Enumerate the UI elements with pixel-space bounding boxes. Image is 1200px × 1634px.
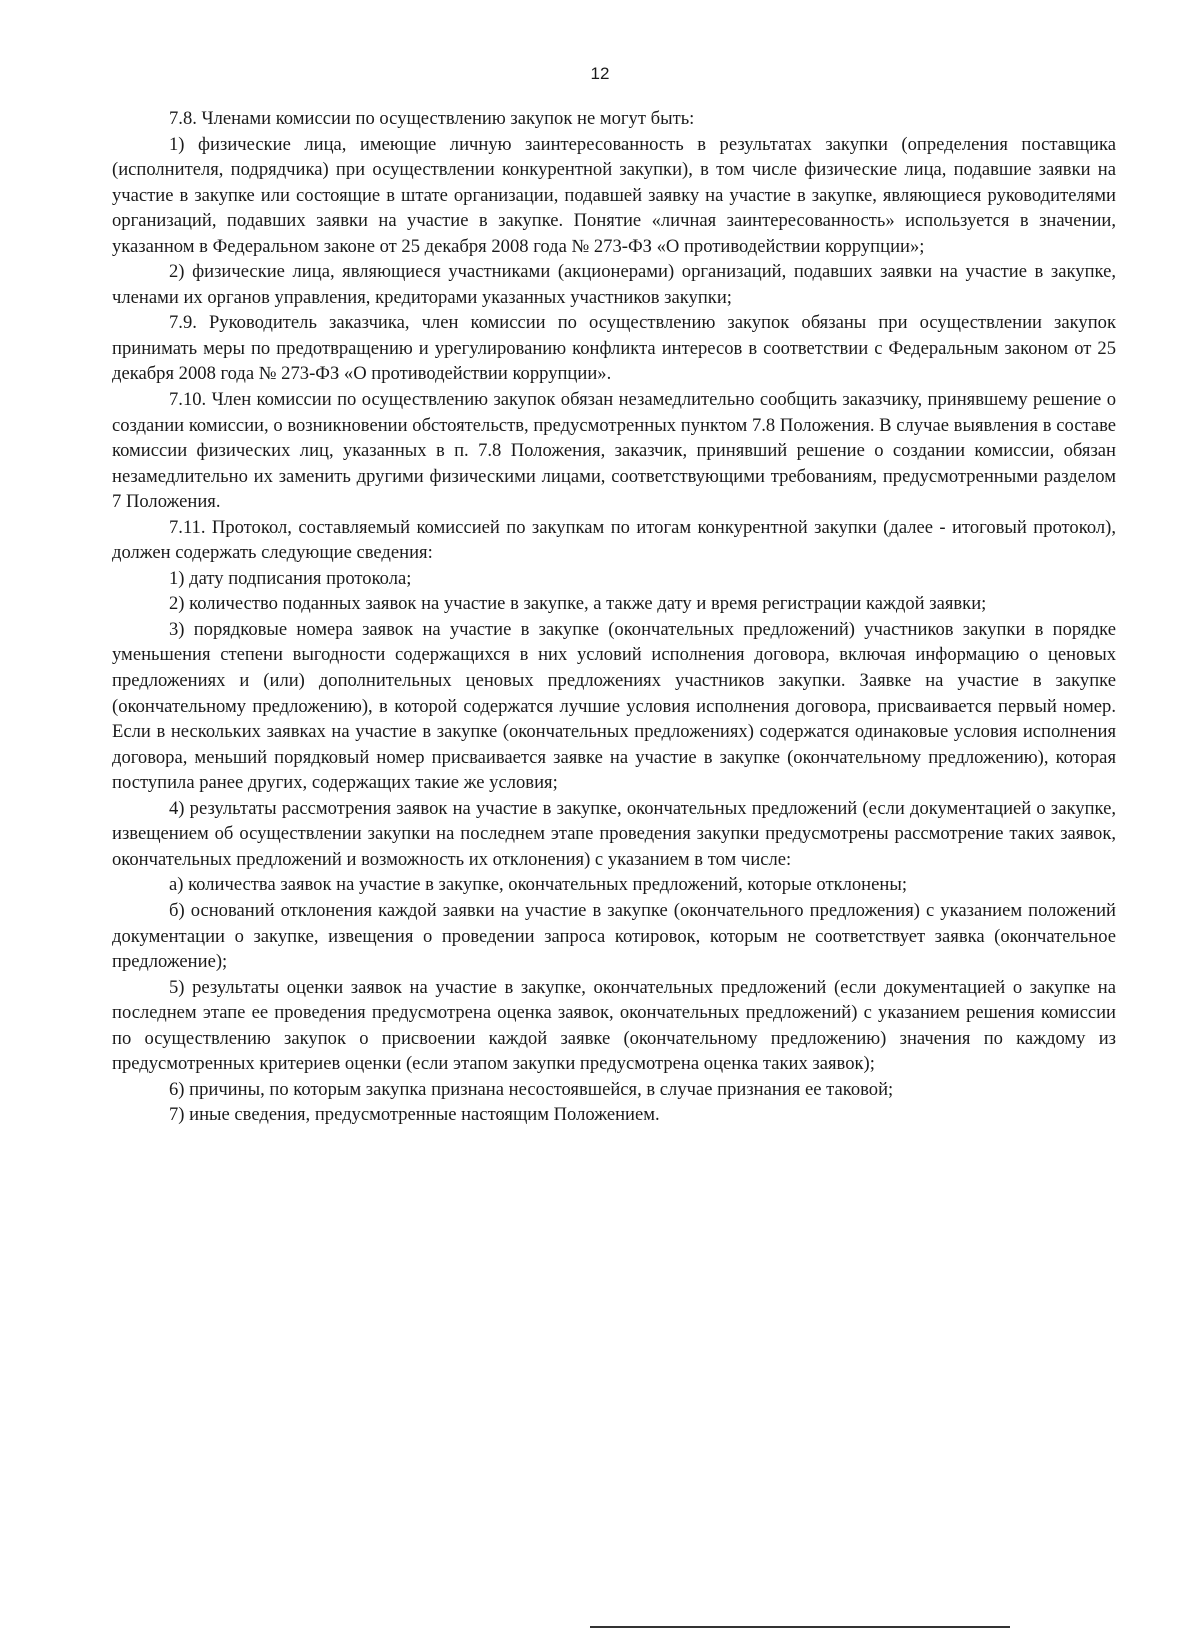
document-body <box>112 106 1116 1128</box>
bottom-divider-line <box>590 1626 1010 1628</box>
paragraph-7-11-item-6: 6) причины, по которым закупка признана несостоявшейся, в случае признания ее таковой; <box>169 1078 894 1100</box>
paragraph-7-11-item-2: 2) количество поданных заявок на участие в закупке, а также дату и время регистрации каждой заявки; <box>169 593 987 615</box>
paragraph-7-11-item-5: 5) результаты оценки заявок на участие в закупке, окончательных предложений (если документацией о закупке на последнем этапе ее проведения предусмотрена оценка заявок, окончательных предложений) с указанием решения комиссии по осуществлению закупок о присвоении каждой заявке (окончательному предложению) значения по каждому из предусмотренных критериев оценки (если этапом закупки предусмотрена оценка таких заявок); <box>112 976 1116 1075</box>
paragraph-7-8-item-2: 2) физические лица, являющиеся участниками (акционерами) организаций, подавших заявки на участие в закупке, членами их органов управления, кредиторами указанных участников закупки; <box>112 261 1116 308</box>
paragraph-7-11: 7.11. Протокол, составляемый комиссией по закупкам по итогам конкурентной закупки (далее - итоговый протокол), должен содержать следующие сведения: <box>112 516 1116 564</box>
paragraph-7-11-item-4a: а) количества заявок на участие в закупке, окончательных предложений, которые отклонены; <box>169 874 907 896</box>
paragraph-7-8: 7.8. Членами комиссии по осуществлению закупок не могут быть: <box>169 108 695 129</box>
paragraph-7-11-item-4: 4) результаты рассмотрения заявок на участие в закупке, окончательных предложений (если документацией о закупке, извещением об осуществлении закупки на последнем этапе проведения закупки предусмотрены рассмотрение таких заявок, окончательных предложений и возможность их отклонения) с указанием в том числе: <box>112 797 1116 870</box>
paragraph-7-11-item-1: 1) дату подписания протокола; <box>169 567 412 589</box>
paragraph-7-9: 7.9. Руководитель заказчика, член комиссии по осуществлению закупок обязаны при осуществлении закупок принимать меры по предотвращению и урегулированию конфликта интересов в соответствии с Федеральным законом от 25 декабря 2008 года № 273-ФЗ «О противодействии коррупции». <box>112 312 1116 385</box>
paragraph-7-8-item-1: 1) физические лица, имеющие личную заинтересованность в результатах закупки (определения поставщика (исполнителя, подрядчика) при осуществлении конкурентной закупки), в том числе физические лица, подавшие заявки на участие в закупке или состоящие в штате организации, подавшей заявку на участие в закупке, являющиеся руководителями организаций, подавших заявки на участие в закупке. Понятие «личная заинтересованность» используется в значении, указанном в Федеральном законе от 25 декабря 2008 года № 273-ФЗ «О противодействии коррупции»; <box>112 133 1116 257</box>
paragraph-7-10: 7.10. Член комиссии по осуществлению закупок обязан незамедлительно сообщить заказчику, принявшему решение о создании комиссии, о возникновении обстоятельств, предусмотренных пунктом 7.8 Положения. В случае выявления в составе комиссии физических лиц, указанных в п. 7.8 Положения, заказчик, принявший решение о создании комиссии, обязан незамедлительно их заменить другими физическими лицами, соответствующими требованиям, предусмотренными разделом 7 Положения. <box>112 389 1116 513</box>
paragraph-7-11-item-3: 3) порядковые номера заявок на участие в закупке (окончательных предложений) участников закупки в порядке уменьшения степени выгодности содержащихся в них условий исполнения договора, включая информацию о ценовых предложениях и (или) дополнительных ценовых предложениях участников закупки. Заявке на участие в закупке (окончательному предложению), в которой содержатся лучшие условия исполнения договора, присваивается первый номер. Если в нескольких заявках на участие в закупке (окончательных предложениях) содержатся одинаковые условия исполнения договора, меньший порядковый номер присваивается заявке на участие в закупке (окончательному предложению), которая поступила ранее других, содержащих такие же условия; <box>112 618 1116 794</box>
paragraph-7-11-item-4b: б) оснований отклонения каждой заявки на участие в закупке (окончательного предложения) с указанием положений документации о закупке, извещения о проведении запроса котировок, которым не соответствует заявка (окончательное предложение); <box>112 899 1116 973</box>
paragraph-7-11-item-7: 7) иные сведения, предусмотренные настоящим Положением. <box>169 1104 660 1126</box>
page-number: 12 <box>590 64 610 83</box>
